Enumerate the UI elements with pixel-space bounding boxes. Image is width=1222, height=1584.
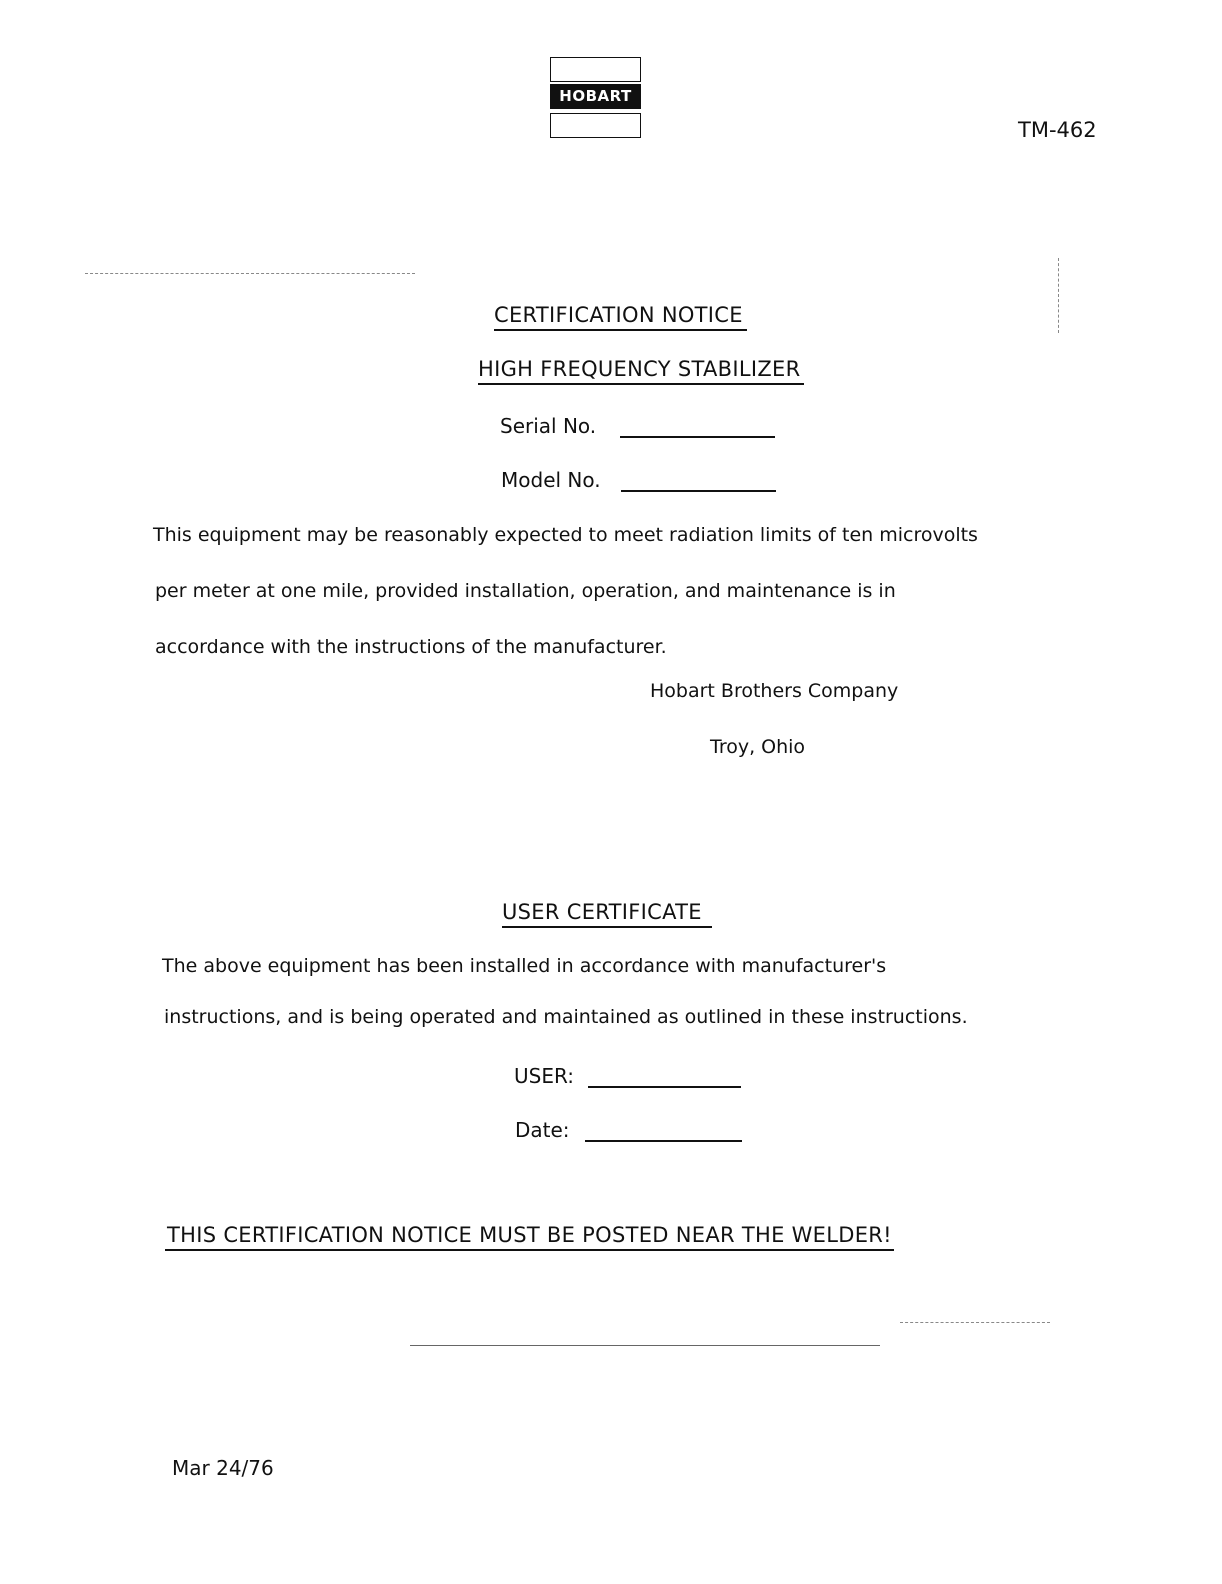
- user-certificate-body-line-2: instructions, and is being operated and maintained as outlined in these instructions.: [164, 1006, 968, 1028]
- scan-noise-line: [900, 1322, 1050, 1323]
- hobart-logo: [550, 57, 641, 137]
- user-signature-field[interactable]: [588, 1086, 741, 1088]
- revision-date: Mar 24/76: [172, 1456, 274, 1480]
- serial-number-field[interactable]: [620, 436, 775, 438]
- logo-text: HOBART: [550, 84, 641, 109]
- certification-body-line-1: This equipment may be reasonably expected to meet radiation limits of ten microvolts: [153, 524, 978, 546]
- user-certificate-body-line-1: The above equipment has been installed in accordance with manufacturer's: [162, 955, 887, 977]
- date-label: Date:: [515, 1118, 570, 1142]
- scan-noise-line: [1058, 258, 1060, 333]
- product-title: HIGH FREQUENCY STABILIZER: [478, 357, 804, 385]
- scan-noise-line: [85, 273, 415, 274]
- company-name: Hobart Brothers Company: [650, 680, 899, 702]
- serial-number-label: Serial No.: [500, 414, 597, 438]
- model-number-field[interactable]: [621, 490, 776, 492]
- user-label: USER:: [514, 1064, 574, 1088]
- date-field[interactable]: [585, 1140, 742, 1142]
- certification-title: CERTIFICATION NOTICE: [494, 303, 747, 331]
- posting-notice: THIS CERTIFICATION NOTICE MUST BE POSTED NEAR THE WELDER!: [165, 1223, 894, 1251]
- scan-noise-line: [410, 1345, 880, 1346]
- logo-top-box: [550, 57, 641, 82]
- certification-body-line-2: per meter at one mile, provided installation, operation, and maintenance is in: [155, 580, 896, 602]
- certification-body-line-3: accordance with the instructions of the manufacturer.: [155, 636, 667, 658]
- user-certificate-title: USER CERTIFICATE: [502, 900, 712, 928]
- company-location: Troy, Ohio: [710, 736, 806, 758]
- model-number-label: Model No.: [501, 468, 601, 492]
- document-id: TM-462: [1018, 118, 1097, 142]
- logo-bottom-box: [550, 113, 641, 138]
